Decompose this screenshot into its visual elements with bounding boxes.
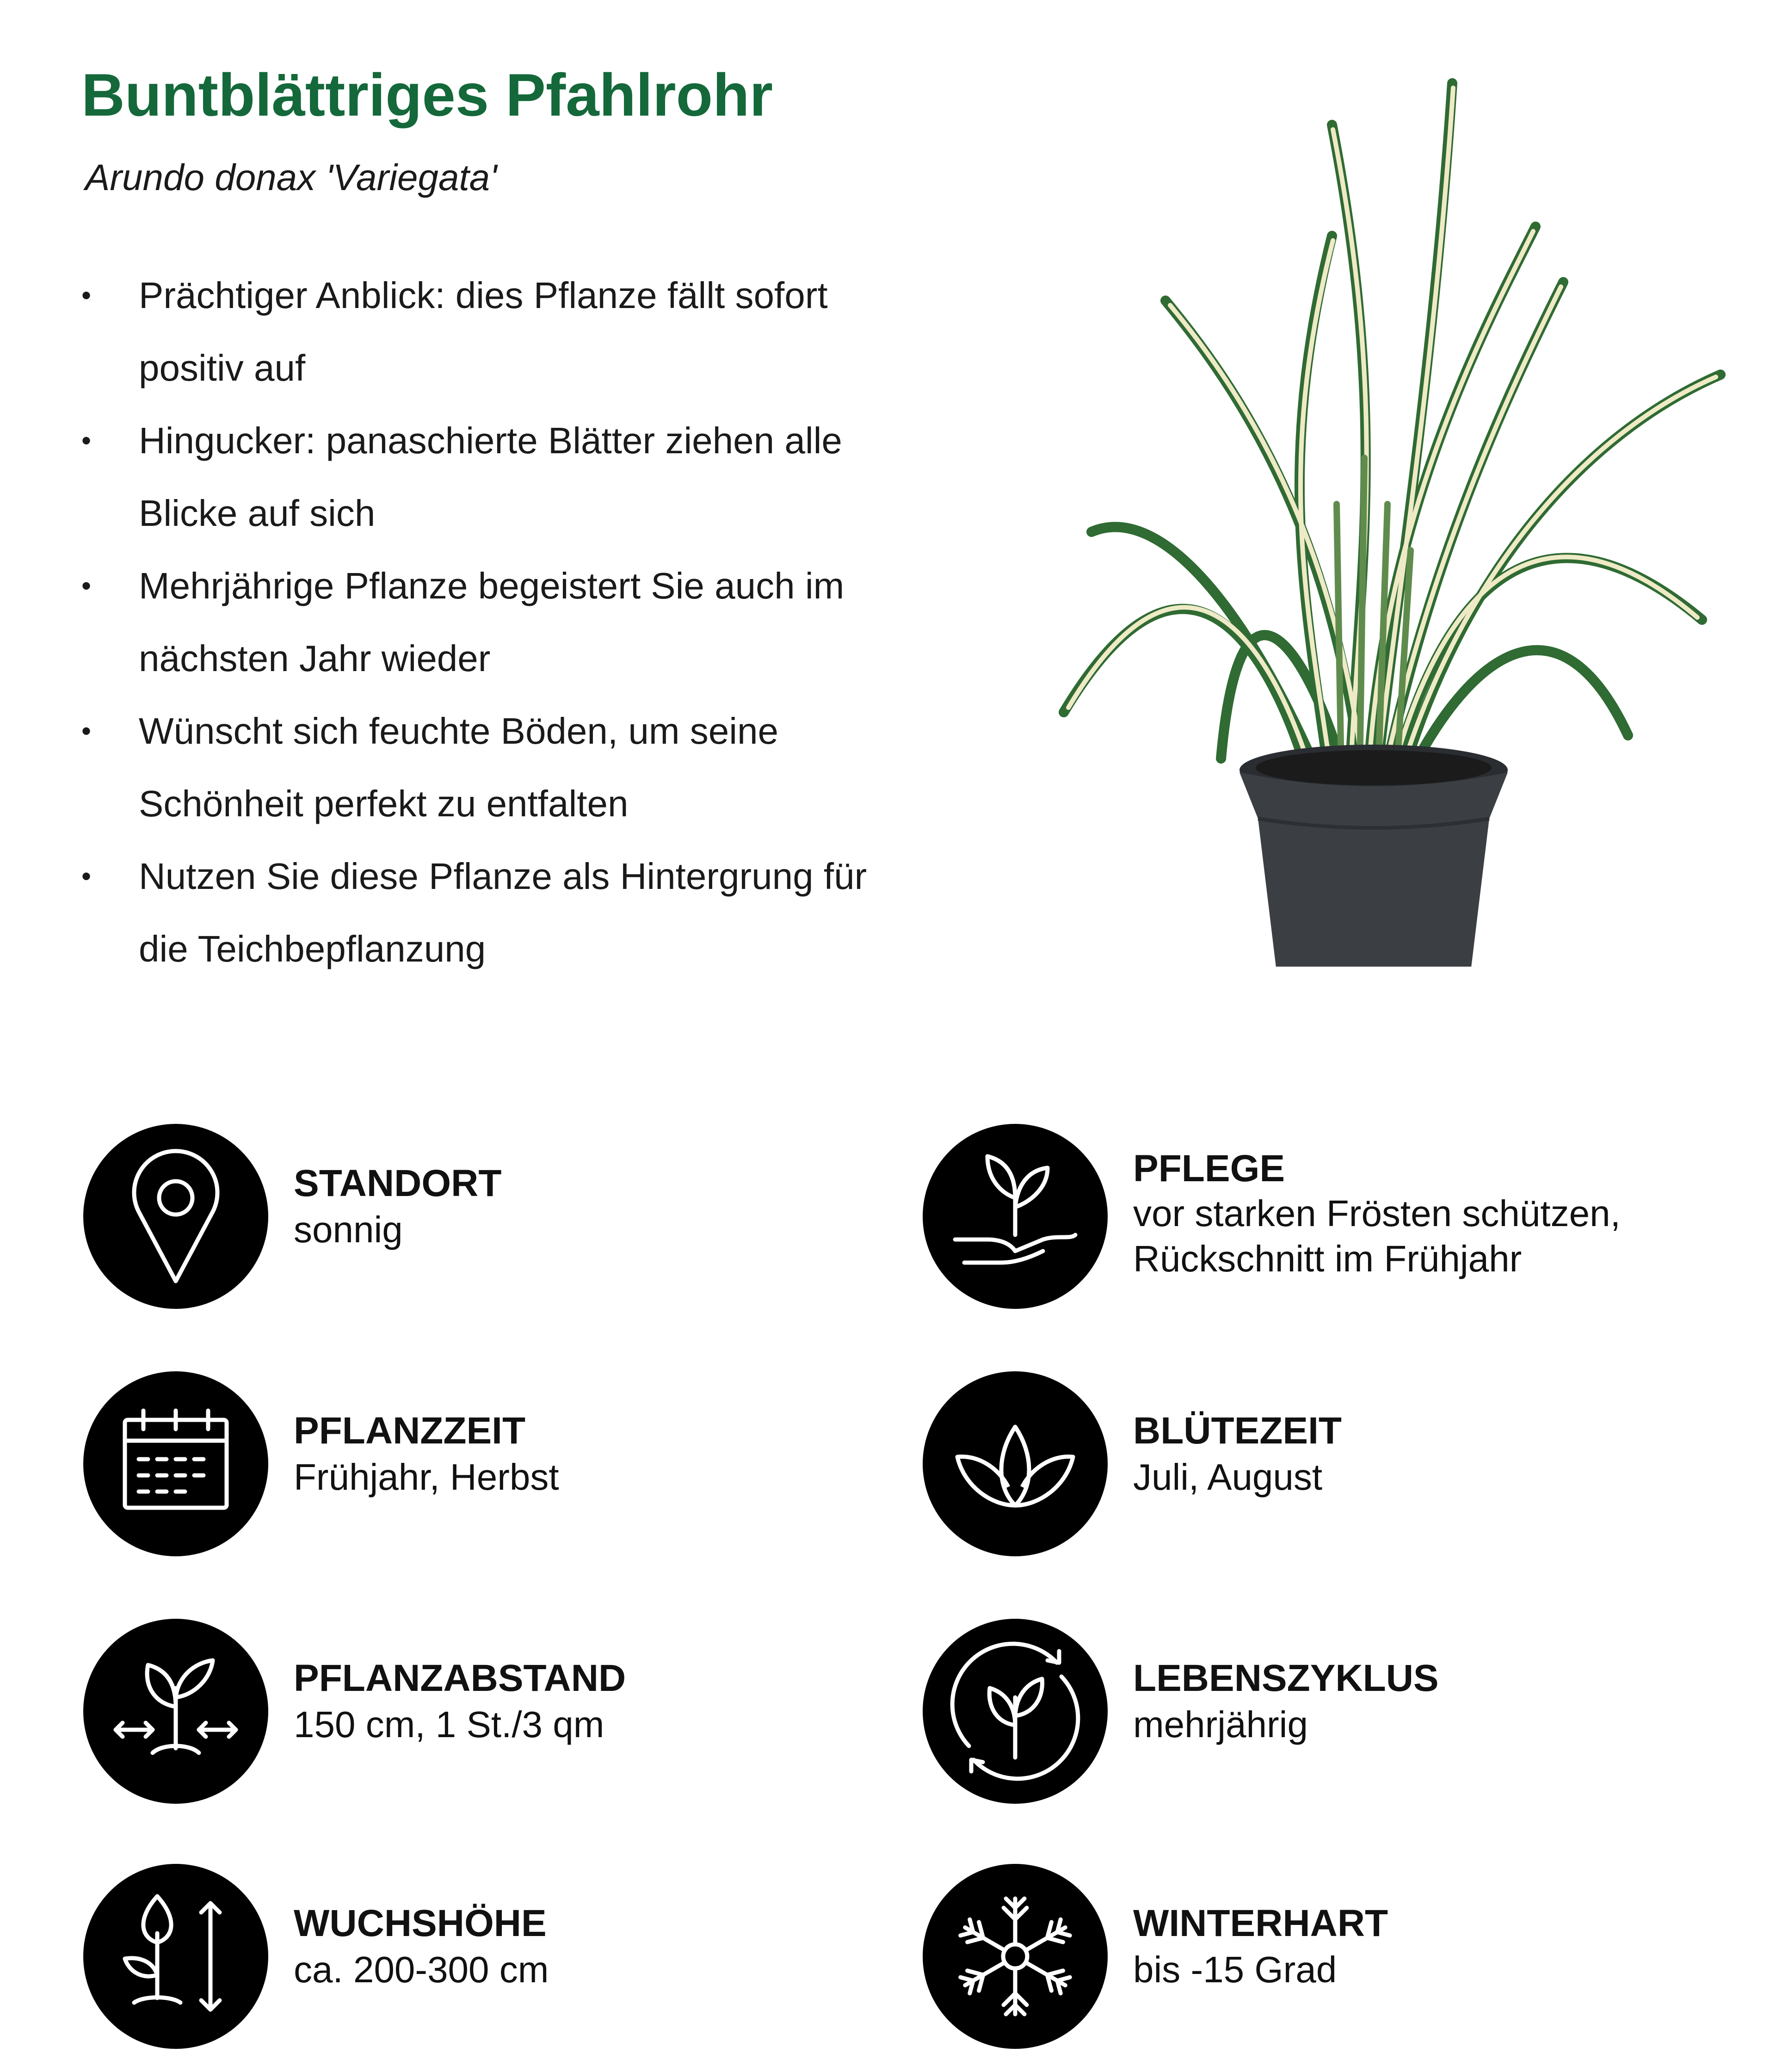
attribute-wuchshoehe <box>83 1864 823 2049</box>
attribute-pflanzabstand <box>83 1619 823 1804</box>
attribute-pflege <box>923 1124 1663 1309</box>
attribute-value: mehrjährig <box>1133 1704 1308 1745</box>
attribute-label: PFLANZABSTAND <box>294 1657 626 1699</box>
feature-item <box>81 840 914 985</box>
snowflake-icon <box>923 1864 1108 2049</box>
bullet-icon: • <box>81 425 92 456</box>
feature-item <box>81 549 914 695</box>
botanical-name: Arundo donax 'Variegata' <box>85 157 497 198</box>
feature-list <box>81 259 914 985</box>
feature-text: Hingucker: panaschierte Blätter ziehen alle Blicke auf sich <box>139 420 842 534</box>
attribute-value: bis -15 Grad <box>1133 1949 1337 1990</box>
bullet-icon: • <box>81 570 92 601</box>
attribute-value: 150 cm, 1 St./3 qm <box>294 1704 604 1745</box>
life-cycle-icon <box>923 1619 1108 1804</box>
feature-text: Mehrjährige Pflanze begeistert Sie auch im nächsten Jahr wieder <box>139 565 845 679</box>
attribute-bluetezeit <box>923 1371 1663 1556</box>
feature-text: Prächtiger Anblick: dies Pflanze fällt sofort positiv auf <box>139 275 828 388</box>
attribute-value: sonnig <box>294 1209 403 1250</box>
attribute-pflanzzeit <box>83 1371 823 1556</box>
attribute-standort <box>83 1124 823 1309</box>
attribute-label: STANDORT <box>294 1162 502 1204</box>
plant-spacing-icon <box>83 1619 268 1804</box>
calendar-icon <box>83 1371 268 1556</box>
bullet-icon: • <box>81 715 92 746</box>
attribute-value: Frühjahr, Herbst <box>294 1456 559 1498</box>
attribute-label: WUCHSHÖHE <box>294 1902 547 1944</box>
attribute-label: WINTERHART <box>1133 1902 1388 1944</box>
attribute-winterhart <box>923 1864 1663 2049</box>
location-pin-icon <box>83 1124 268 1309</box>
attribute-lebenszyklus <box>923 1619 1663 1804</box>
attribute-value: ca. 200-300 cm <box>294 1949 549 1990</box>
attribute-label: BLÜTEZEIT <box>1133 1410 1342 1452</box>
attribute-label: PFLANZZEIT <box>294 1410 526 1452</box>
feature-item <box>81 404 914 549</box>
feature-text: Wünscht sich feuchte Böden, um seine Schönheit perfekt zu entfalten <box>139 710 778 824</box>
flower-bud-icon <box>923 1371 1108 1556</box>
attribute-value: vor starken Frösten schützen, Rückschnitt im Frühjahr <box>1133 1193 1621 1279</box>
bullet-icon: • <box>81 280 92 311</box>
feature-item <box>81 259 914 404</box>
attribute-label: LEBENSZYKLUS <box>1133 1657 1439 1699</box>
attribute-value: Juli, August <box>1133 1456 1323 1498</box>
bullet-icon: • <box>81 861 92 892</box>
plant-image <box>980 42 1767 967</box>
plant-height-icon <box>83 1864 268 2049</box>
attribute-label: PFLEGE <box>1133 1147 1285 1190</box>
feature-item <box>81 695 914 840</box>
hand-seedling-icon <box>923 1124 1108 1309</box>
feature-text: Nutzen Sie diese Pflanze als Hintergrung für die Teichbepflanzung <box>139 856 867 969</box>
product-title: Buntblättriges Pfahlrohr <box>81 61 773 129</box>
